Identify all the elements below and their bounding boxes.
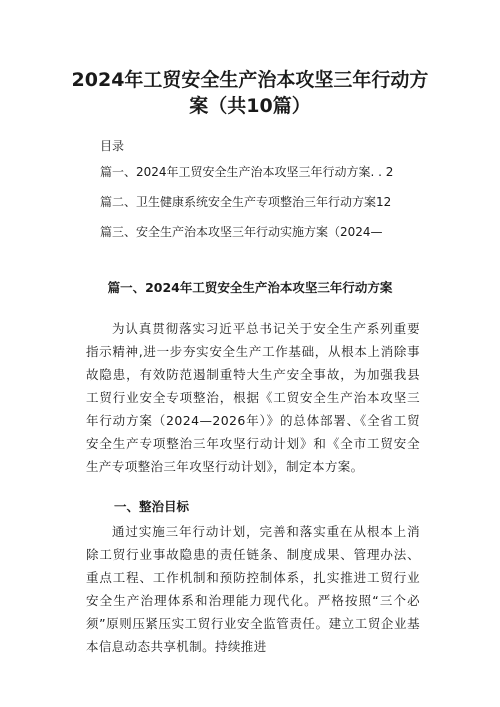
toc-item-2[interactable]: 篇二、卫生健康系统安全生产专项整治三年行动方案12: [100, 195, 392, 209]
section-title: 篇一、2024年工贸安全生产治本攻坚三年行动方案: [107, 280, 393, 295]
toc-item-1[interactable]: 篇一、2024年工贸安全生产治本攻坚三年行动方案. . 2: [100, 165, 394, 179]
body-paragraph-1: 为认真贯彻落实习近平总书记关于安全生产系列重要指示精神,进一步夯实安全生产工作基础，从根本上消除事故隐患，有效防范遏制重特大生产安全事故，为加强我县工贸行业安全专项整治，根据《工贸安全生产治本攻坚三年行动方案（2024—2026年）》的总体部署、《全省工贸安全生产专项整治三年攻坚行动计划》和《全市工贸安全生产专项整治三年攻坚行动计划》，制定本方案。: [86, 321, 420, 474]
body-paragraph-2: 通过实施三年行动计划，完善和落实重在从根本上消除工贸行业事故隐患的责任链条、制度成果、管理办法、重点工程、工作机制和预防控制体系，扎实推进工贸行业安全生产治理体系和治理能力现代化。严格按照“三个必须”原则压紧压实工贸行业安全监管责任。建立工贸企业基本信息动态共享机制。持续推进: [86, 524, 420, 654]
toc-heading: 目录: [100, 139, 125, 153]
document-title-line-2: 案（共10篇）: [189, 95, 311, 117]
section-heading-goals: 一、整治目标: [114, 499, 190, 514]
toc-item-3[interactable]: 篇三、安全生产治本攻坚三年行动实施方案（2024—: [100, 225, 383, 239]
document-title-line-1: 2024年工贸安全生产治本攻坚三年行动方: [71, 69, 429, 91]
